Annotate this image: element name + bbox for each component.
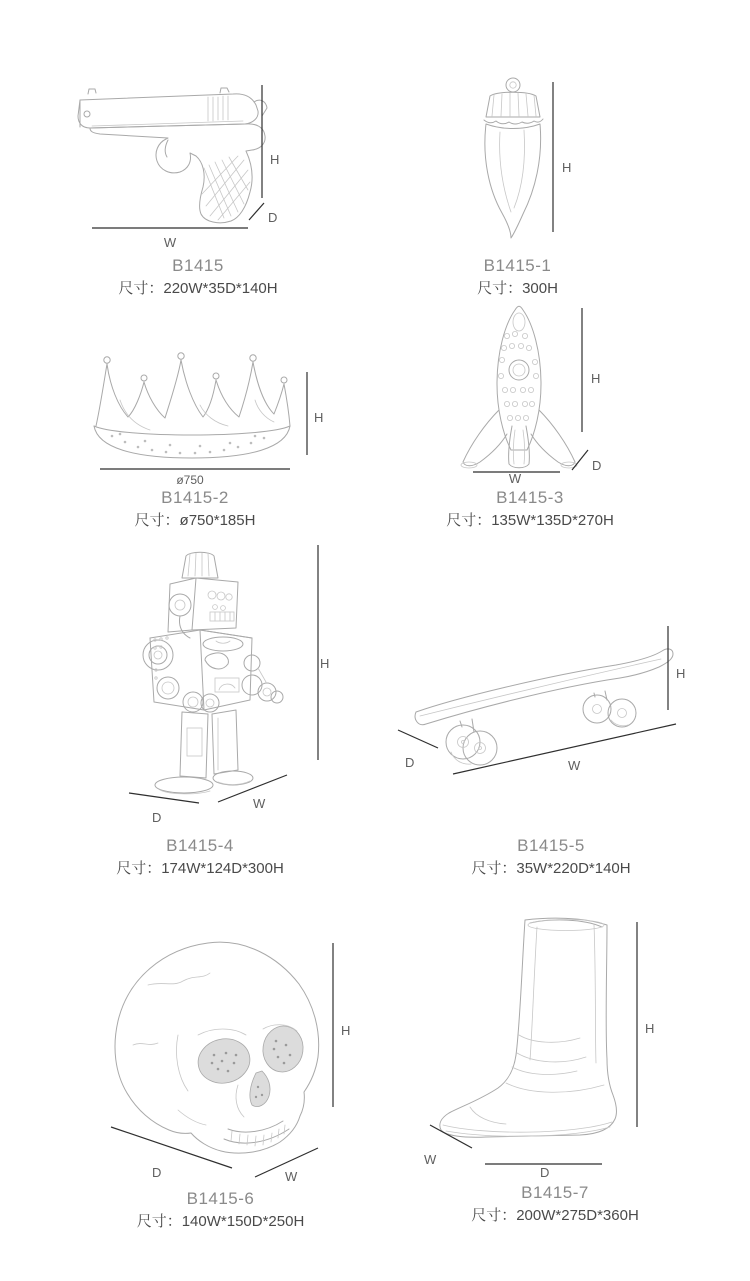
height-dim-label: H (320, 656, 330, 671)
depth-dim-label: D (540, 1165, 550, 1179)
product-size: 尺寸：135W*135D*270H (446, 512, 614, 529)
depth-dim-label: D (268, 210, 278, 225)
width-dim-label: W (508, 471, 522, 484)
product-card-boot (412, 885, 698, 1227)
product-code: B1415-7 (521, 1183, 589, 1202)
product-card-skull (78, 915, 363, 1233)
crown-sketch (50, 330, 340, 488)
depth-dim-label: D (152, 1165, 162, 1180)
width-dim-label: W (163, 235, 177, 250)
height-dim-label: H (562, 160, 572, 175)
depth-dim-label: D (405, 755, 415, 770)
height-dim-label: H (314, 410, 324, 425)
product-size: 尺寸：35W*220D*140H (471, 860, 631, 877)
depth-dim-label: D (152, 810, 162, 825)
width-dim-label: W (285, 1169, 298, 1183)
height-dim-label: H (270, 152, 280, 167)
product-code: B1415-1 (483, 256, 552, 275)
product-size: 尺寸：ø750*185H (134, 512, 256, 529)
boot-sketch (412, 885, 698, 1179)
pistol-sketch (48, 70, 348, 256)
width-dim-label: W (424, 1152, 437, 1167)
product-code: B1415 (172, 256, 224, 275)
rocket-sketch (415, 298, 645, 484)
robot-sketch (70, 540, 330, 828)
product-code: B1415-5 (517, 836, 585, 855)
product-size: 尺寸：140W*150D*250H (136, 1213, 305, 1230)
height-dim-label: H (591, 371, 601, 386)
product-size: 尺寸：200W*275D*360H (471, 1207, 639, 1224)
product-code: B1415-6 (186, 1189, 255, 1208)
height-dim-label: H (676, 666, 686, 681)
product-card-robot (70, 540, 330, 880)
skull-sketch (78, 915, 363, 1183)
height-dim-label: H (341, 1023, 351, 1038)
product-card-pistol (48, 70, 348, 300)
product-code: B1415-2 (161, 488, 229, 507)
skateboard-sketch (396, 612, 706, 800)
product-card-rocket (415, 298, 645, 532)
product-code: B1415-4 (166, 836, 234, 855)
product-code: B1415-3 (496, 488, 564, 507)
diameter-dim-label: ø750 (176, 473, 204, 487)
product-card-skateboard (396, 612, 706, 880)
product-size: 尺寸：220W*35D*140H (118, 280, 278, 297)
width-dim-label: W (568, 758, 581, 773)
depth-dim-label: D (592, 458, 602, 473)
height-dim-label: H (645, 1021, 655, 1036)
product-size: 尺寸：174W*124D*300H (116, 860, 284, 877)
product-size: 尺寸：300H (477, 280, 558, 297)
product-card-horn (420, 70, 615, 300)
width-dim-label: W (253, 796, 266, 811)
product-card-crown (50, 330, 340, 532)
horn-sketch (420, 70, 615, 256)
